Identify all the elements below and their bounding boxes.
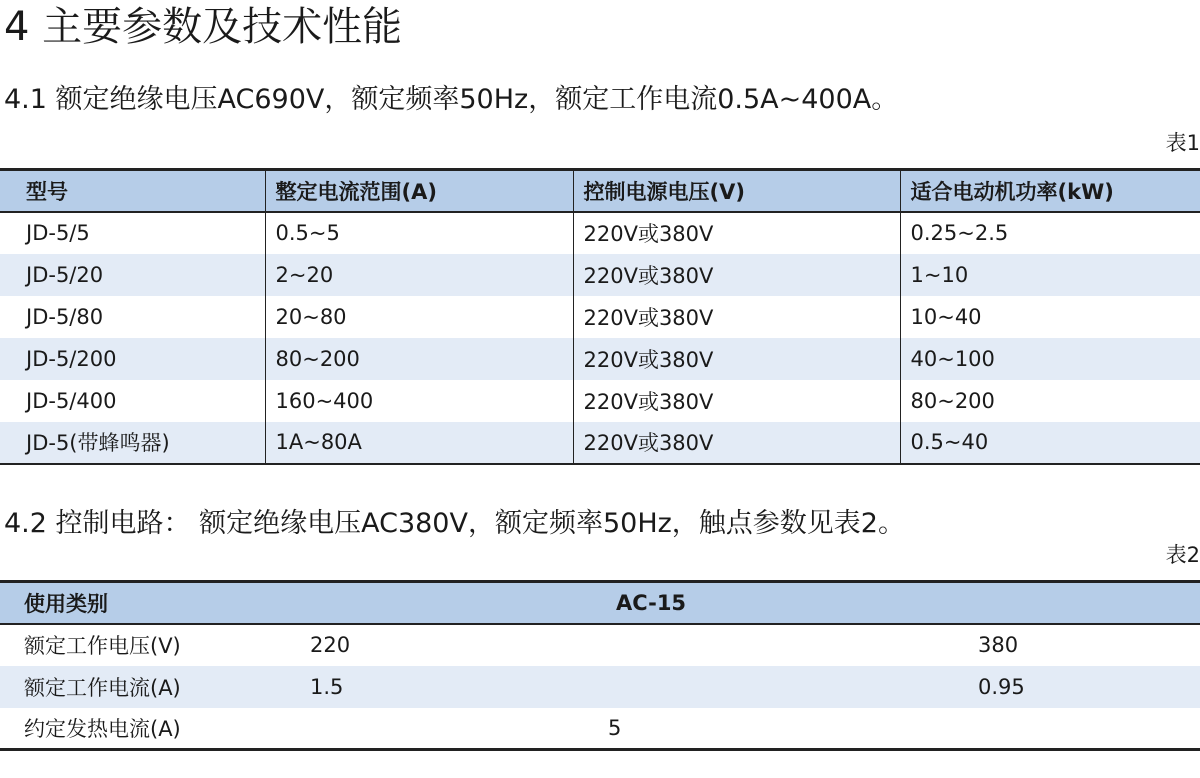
cell-current-range: 160~400 bbox=[265, 380, 573, 422]
cell-model: JD-5/400 bbox=[26, 388, 117, 413]
table-row bbox=[0, 422, 1200, 464]
header-model: 型号 bbox=[0, 170, 265, 212]
cell-control-voltage: 220V或380V bbox=[573, 338, 900, 380]
cell-current-range: 2~20 bbox=[265, 254, 573, 296]
table-row bbox=[0, 212, 1200, 254]
cell-value-380: 0.95 bbox=[978, 666, 1200, 708]
cell-control-voltage: 220V或380V bbox=[573, 254, 900, 296]
cell-motor-power: 40~100 bbox=[900, 338, 1200, 380]
table-row bbox=[0, 380, 1200, 422]
cell-control-voltage: 220V或380V bbox=[573, 380, 900, 422]
table-row bbox=[0, 338, 1200, 380]
cell-motor-power: 0.5~40 bbox=[900, 422, 1200, 464]
table-header-row bbox=[0, 582, 1200, 624]
cell-current-range: 0.5~5 bbox=[265, 212, 573, 254]
table-row bbox=[0, 296, 1200, 338]
cell-value-220: 220 bbox=[310, 633, 351, 657]
cell-model: JD-5/20 bbox=[0, 254, 265, 296]
table-row bbox=[0, 708, 1200, 750]
header-ac15: AC-15 bbox=[302, 582, 1200, 624]
table-row bbox=[0, 666, 1200, 708]
cell-control-voltage: 220V或380V bbox=[573, 296, 900, 338]
cell-current-range: 20~80 bbox=[265, 296, 573, 338]
table-header-row bbox=[0, 170, 1200, 212]
cell-motor-power: 0.25~2.5 bbox=[900, 212, 1200, 254]
cell-motor-power: 1~10 bbox=[900, 254, 1200, 296]
header-current-range: 整定电流范围(A) bbox=[265, 170, 573, 212]
table-row bbox=[0, 254, 1200, 296]
cell-current-range: 80~200 bbox=[265, 338, 573, 380]
cell-motor-power: 80~200 bbox=[900, 380, 1200, 422]
parameters-table bbox=[0, 168, 1200, 465]
contact-parameters-table bbox=[0, 580, 1200, 751]
cell-value-380: 380 bbox=[978, 633, 1019, 657]
cell-model: JD-5/5 bbox=[26, 221, 90, 245]
header-motor-power: 适合电动机功率(kW) bbox=[900, 170, 1200, 212]
cell-label: 额定工作电压(V) bbox=[24, 634, 181, 658]
table-row bbox=[0, 624, 1200, 666]
cell-control-voltage: 220V或380V bbox=[573, 422, 900, 464]
section-heading-4-1: 4.1 额定绝缘电压AC690V，额定频率50Hz，额定工作电流0.5A~400A。 bbox=[4, 84, 899, 115]
cell-label: 额定工作电流(A) bbox=[0, 666, 302, 708]
cell-control-voltage: 220V或380V bbox=[573, 212, 900, 254]
page-title: 4 主要参数及技术性能 bbox=[4, 4, 403, 50]
cell-model: JD-5/80 bbox=[26, 304, 104, 329]
cell-motor-power: 10~40 bbox=[900, 296, 1200, 338]
header-control-voltage: 控制电源电压(V) bbox=[573, 170, 900, 212]
table-1-label: 表1 bbox=[1165, 131, 1200, 155]
cell-current-range: 1A~80A bbox=[265, 422, 573, 464]
cell-model: JD-5(带蜂鸣器) bbox=[0, 422, 265, 464]
cell-value-thermal: 5 bbox=[608, 715, 622, 740]
table-2-label: 表2 bbox=[1165, 543, 1200, 567]
section-heading-4-2: 4.2 控制电路： 额定绝缘电压AC380V，额定频率50Hz，触点参数见表2。 bbox=[4, 508, 905, 539]
cell-value-220: 1.5 bbox=[302, 666, 978, 708]
cell-model: JD-5/200 bbox=[0, 338, 265, 380]
cell-label: 约定发热电流(A) bbox=[24, 716, 181, 741]
header-utilization-category: 使用类别 bbox=[0, 582, 302, 624]
